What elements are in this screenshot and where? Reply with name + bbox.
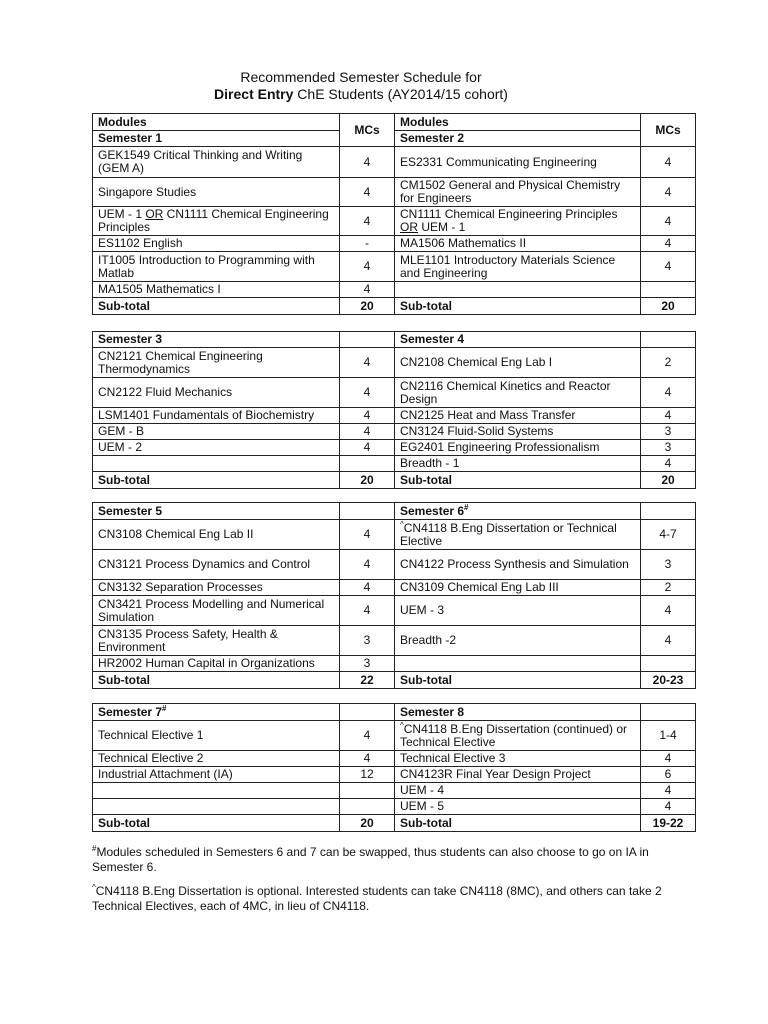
mc-cell: 4: [641, 456, 696, 472]
table-row: [93, 550, 696, 580]
table-row: [93, 596, 696, 626]
semester-7-8-table: [92, 703, 696, 832]
semester-7-header-cell: [93, 704, 340, 721]
module-cell: Industrial Attachment (IA): [93, 767, 340, 783]
mc-cell: [641, 282, 696, 298]
module-cell: HR2002 Human Capital in Organizations: [93, 656, 340, 672]
semester-5-6-table: [92, 502, 696, 689]
mc-cell: 4: [340, 596, 395, 626]
subtotal-label: Sub-total: [395, 472, 641, 489]
table-row: [93, 440, 696, 456]
mc-cell: [641, 656, 696, 672]
module-cell: CN3135 Process Safety, Health & Environment: [93, 626, 340, 656]
module-cell: CN2116 Chemical Kinetics and Reactor Design: [395, 378, 641, 408]
table-row: [93, 580, 696, 596]
module-cell: [93, 207, 340, 236]
table-row: [93, 378, 696, 408]
mc-cell: [340, 799, 395, 815]
subtotal-value: 20-23: [641, 672, 696, 689]
mcs-header-right: [641, 332, 696, 348]
module-cell: CN3108 Chemical Eng Lab II: [93, 520, 340, 550]
subtotal-value: 22: [340, 672, 395, 689]
uem-text: UEM - 1: [98, 207, 146, 221]
module-cell: MA1505 Mathematics I: [93, 282, 340, 298]
module-cell: IT1005 Introduction to Programming with Matlab: [93, 252, 340, 282]
module-cell: [93, 456, 340, 472]
table-row: [93, 282, 696, 298]
footnote-dissertation-text: CN4118 B.Eng Dissertation is optional. Interested students can take CN4118 (8MC), and others can take 2 Technical Electives, each of 4MC, in lieu of CN4118.: [92, 884, 662, 913]
module-cell: CN4123R Final Year Design Project: [395, 767, 641, 783]
mc-cell: 4: [641, 252, 696, 282]
modules-header-left: Modules: [93, 114, 340, 131]
table-row: [93, 408, 696, 424]
module-cell: CN4122 Process Synthesis and Simulation: [395, 550, 641, 580]
mc-cell: 3: [641, 550, 696, 580]
subtotal-value: 20: [340, 815, 395, 832]
table-row: [93, 207, 696, 236]
semester-6-header-cell: [395, 503, 641, 520]
table-row: [93, 767, 696, 783]
caret-footnote-mark: ^: [400, 519, 404, 529]
module-cell: CN2108 Chemical Eng Lab I: [395, 348, 641, 378]
semester-5-header: Semester 5: [93, 503, 340, 520]
mc-cell: 3: [340, 656, 395, 672]
mc-cell: 4: [340, 282, 395, 298]
mc-cell: 4: [340, 580, 395, 596]
document-title-line1: Recommended Semester Schedule for: [240, 69, 482, 85]
module-cell: Technical Elective 2: [93, 751, 340, 767]
module-cell: UEM - 5: [395, 799, 641, 815]
mc-cell: 4: [641, 147, 696, 178]
semester-2-header: Semester 2: [395, 131, 641, 147]
semester-6-header: Semester 6: [400, 503, 465, 518]
mcs-header-left: [340, 332, 395, 348]
mcs-header-right: [641, 704, 696, 721]
semester-7-header: Semester 7: [98, 704, 163, 719]
module-cell: [395, 282, 641, 298]
module-cell: [395, 656, 641, 672]
subtotal-label: Sub-total: [93, 472, 340, 489]
mc-cell: 4-7: [641, 520, 696, 550]
table-row: [93, 178, 696, 207]
table-row: [93, 424, 696, 440]
mc-cell: 4: [340, 207, 395, 236]
module-cell: LSM1401 Fundamentals of Biochemistry: [93, 408, 340, 424]
module-cell: CM1502 General and Physical Chemistry for Engineers: [395, 178, 641, 207]
mc-cell: -: [340, 236, 395, 252]
subtotal-value: 20: [340, 472, 395, 489]
table-row: [93, 751, 696, 767]
mc-cell: 4: [340, 751, 395, 767]
table-row: [93, 456, 696, 472]
subtotal-label: Sub-total: [93, 298, 340, 315]
subtotal-value: 20: [340, 298, 395, 315]
module-cell: CN2125 Heat and Mass Transfer: [395, 408, 641, 424]
mc-cell: 4: [641, 178, 696, 207]
or-underlined: OR: [145, 207, 164, 221]
module-cell: MLE1101 Introductory Materials Science and Engineering: [395, 252, 641, 282]
module-cell: ^CN4118 B.Eng Dissertation (continued) or Technical Elective: [395, 721, 641, 751]
table-row: [93, 626, 696, 656]
module-cell: UEM - 4: [395, 783, 641, 799]
subtotal-label: Sub-total: [93, 672, 340, 689]
mc-cell: 4: [641, 236, 696, 252]
table-row: [93, 799, 696, 815]
title-bold-part: Direct Entry: [214, 86, 294, 102]
semester-8-header: Semester 8: [395, 704, 641, 721]
mcs-header-left: MCs: [340, 114, 395, 147]
mcs-header-left: [340, 503, 395, 520]
mcs-header-left: [340, 704, 395, 721]
module-cell: UEM - 3: [395, 596, 641, 626]
subtotal-value: 20: [641, 472, 696, 489]
module-cell: CN3109 Chemical Eng Lab III: [395, 580, 641, 596]
mc-cell: 3: [340, 626, 395, 656]
subtotal-value: 20: [641, 298, 696, 315]
footnote-swap: [92, 845, 702, 875]
mc-cell: 4: [340, 424, 395, 440]
subtotal-label: Sub-total: [395, 815, 641, 832]
subtotal-row: [93, 472, 696, 489]
mc-cell: 2: [641, 580, 696, 596]
module-cell: CN3121 Process Dynamics and Control: [93, 550, 340, 580]
mcs-header-right: [641, 503, 696, 520]
mc-cell: 4: [641, 207, 696, 236]
module-cell: CN3124 Fluid-Solid Systems: [395, 424, 641, 440]
table-row: [93, 656, 696, 672]
module-cell: GEM - B: [93, 424, 340, 440]
semester-4-header: Semester 4: [395, 332, 641, 348]
module-cell: EG2401 Engineering Professionalism: [395, 440, 641, 456]
mc-cell: 4: [340, 348, 395, 378]
mc-cell: 4: [340, 378, 395, 408]
footnote-dissertation: [92, 884, 702, 914]
table-row: [93, 236, 696, 252]
module-cell: CN3421 Process Modelling and Numerical Simulation: [93, 596, 340, 626]
mc-cell: 4: [641, 596, 696, 626]
table-row: [93, 252, 696, 282]
table-row: [93, 147, 696, 178]
subtotal-row: [93, 672, 696, 689]
mc-cell: 4: [340, 408, 395, 424]
module-cell: Technical Elective 3: [395, 751, 641, 767]
module-cell: CN3132 Separation Processes: [93, 580, 340, 596]
mc-cell: 4: [641, 626, 696, 656]
caret-footnote-mark: ^: [400, 720, 404, 730]
mc-cell: 4: [641, 799, 696, 815]
table-row: [93, 721, 696, 751]
hash-footnote-mark: #: [464, 502, 469, 512]
module-cell: ES1102 English: [93, 236, 340, 252]
modules-header-right: Modules: [395, 114, 641, 131]
module-cell: CN2121 Chemical Engineering Thermodynamics: [93, 348, 340, 378]
module-cell: ^CN4118 B.Eng Dissertation or Technical Elective: [395, 520, 641, 550]
mc-cell: 4: [641, 751, 696, 767]
mc-cell: 4: [641, 378, 696, 408]
semester-1-header: Semester 1: [93, 131, 340, 147]
mc-cell: 4: [340, 178, 395, 207]
mc-cell: 12: [340, 767, 395, 783]
module-cell: [93, 799, 340, 815]
subtotal-row: [93, 815, 696, 832]
table-row: [93, 783, 696, 799]
module-cell: [93, 783, 340, 799]
table-row: [93, 348, 696, 378]
module-cell: Singapore Studies: [93, 178, 340, 207]
mc-cell: 1-4: [641, 721, 696, 751]
module-cell: MA1506 Mathematics II: [395, 236, 641, 252]
mcs-header-right: MCs: [641, 114, 696, 147]
mc-cell: 4: [340, 440, 395, 456]
mc-cell: 4: [340, 147, 395, 178]
module-cell: Technical Elective 1: [93, 721, 340, 751]
mc-cell: [340, 456, 395, 472]
or-underlined: OR: [400, 220, 418, 234]
mc-cell: 3: [641, 424, 696, 440]
module-cell: Breadth - 1: [395, 456, 641, 472]
subtotal-label: Sub-total: [93, 815, 340, 832]
semester-3-4-table: [92, 331, 696, 489]
subtotal-row: [93, 298, 696, 315]
mc-cell: 4: [340, 550, 395, 580]
table-row: [93, 520, 696, 550]
module-cell: GEK1549 Critical Thinking and Writing (GEM A): [93, 147, 340, 178]
mc-cell: 4: [641, 783, 696, 799]
hash-footnote-mark: #: [162, 703, 167, 713]
mc-cell: 4: [340, 721, 395, 751]
module-cell: UEM - 2: [93, 440, 340, 456]
title-rest: ChE Students (AY2014/15 cohort): [293, 86, 508, 102]
module-cell: ES2331 Communicating Engineering: [395, 147, 641, 178]
uem-text: UEM - 1: [418, 220, 466, 234]
subtotal-label: Sub-total: [395, 298, 641, 315]
mc-cell: 4: [340, 520, 395, 550]
mc-cell: [340, 783, 395, 799]
caret-footnote-mark: ^: [92, 883, 96, 892]
cn1111-text: CN1111 Chemical Engineering Principles: [98, 207, 329, 234]
footnote-swap-text: Modules scheduled in Semesters 6 and 7 can be swapped, thus students can also choose to go on IA in Semester 6.: [92, 845, 649, 874]
module-cell: Breadth -2: [395, 626, 641, 656]
subtotal-value: 19-22: [641, 815, 696, 832]
module-cell: [395, 207, 641, 236]
hash-footnote-mark: #: [92, 844, 97, 853]
mc-cell: 6: [641, 767, 696, 783]
mc-cell: 4: [641, 408, 696, 424]
semester-1-2-table: [92, 113, 696, 315]
subtotal-label: Sub-total: [395, 672, 641, 689]
mc-cell: 4: [340, 252, 395, 282]
module-cell: CN2122 Fluid Mechanics: [93, 378, 340, 408]
cn1111-text: CN1111 Chemical Engineering Principles: [400, 207, 618, 221]
semester-3-header: Semester 3: [93, 332, 340, 348]
document-title-line2: [0, 85, 722, 104]
mc-cell: 2: [641, 348, 696, 378]
mc-cell: 3: [641, 440, 696, 456]
